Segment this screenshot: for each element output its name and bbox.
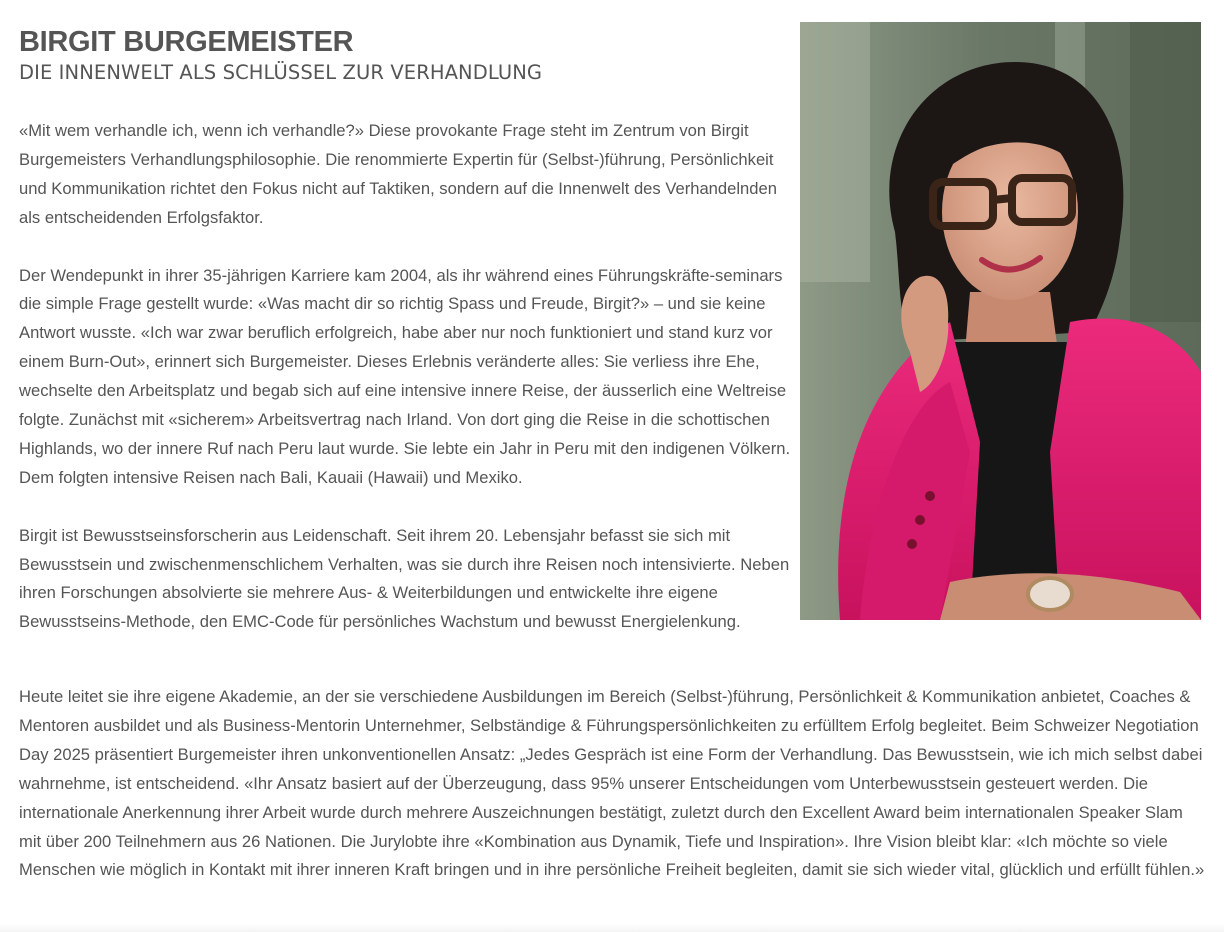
portrait-illustration	[800, 22, 1201, 620]
article-paragraph-academy: Heute leitet sie ihre eigene Akademie, an der sie verschiedene Ausbildungen im Bereich (Selbst-)führung, Persönlichkeit & Kommunikation anbietet, Coaches & Mentoren ausbildet und als Business-Mentorin Unternehmer, Selbständige & Führungspersönlichkeiten zu erfülltem Erfolg begleitet. Beim Schweizer Negotiation Day 2025 präsentiert Burgemeister ihren unkonventionellen Ansatz: „Jedes Gespräch ist eine Form der Verhandlung. Das Bewusstsein, wie ich mich selbst dabei wahrnehme, ist entscheidend. «Ihr Ansatz basiert auf der Überzeugung, dass 95% unserer Entscheidungen vom Unterbewusstsein gesteuert werden. Die internationale Anerkennung ihrer Arbeit wurde durch mehrere Auszeichnungen bestätigt, zuletzt durch den Excellent Award beim internationalen Speaker Slam mit über 200 Teilnehmern aus 26 Nationen. Die Jurylobte ihre «Kombination aus Dynamik, Tiefe und Inspiration». Ihre Vision bleibt klar: «Ich möchte so viele Menschen wie möglich in Kontakt mit ihrer inneren Kraft bringen und in ihre persönliche Freiheit begleiten, damit sie sich wieder vital, glücklich und erfüllt fühlen.»	[19, 687, 1205, 880]
article-paragraph-turning-point: Der Wendepunkt in ihrer 35-jährigen Karriere kam 2004, als ihr während eines Führungskräfte-seminars die simple Frage gestellt wurde: «Was macht dir so richtig Spass und Freude, Birgit?» – und sie keine Antwort wusste. «Ich war zwar beruflich erfolgreich, habe aber nur noch funktioniert und stand kurz vor einem Burn-Out», erinnert sich Burgemeister. Dieses Erlebnis veränderte alles: Sie verliess ihre Ehe, wechselte den Arbeitsplatz und begab sich auf eine intensive innere Reise, der äusserlich eine Weltreise folgte. Zunächst mit «sicherem» Arbeitsvertrag nach Irland. Von dort ging die Reise in die schottischen Highlands, wo der innere Ruf nach Peru laut wurde. Sie lebte ein Jahr in Peru mit den indigenen Völkern. Dem folgten intensive Reisen nach Bali, Kauaii (Hawaii) und Mexiko.	[19, 265, 791, 487]
article-text-column	[19, 117, 795, 637]
article-paragraph-intro: «Mit wem verhandle ich, wenn ich verhandle?» Diese provokante Frage steht im Zentrum von Birgit Burgemeisters Verhandlungsphilosophie. Die renommierte Expertin für (Selbst-)führung, Persönlichkeit und Kommunikation richtet den Fokus nicht auf Taktiken, sondern auf die Innenwelt des Verhandelnden als entscheidenden Erfolgsfaktor.	[19, 121, 777, 227]
bottom-edge-fade	[0, 924, 1224, 932]
article-subtitle: DIE INNENWELT ALS SCHLÜSSEL ZUR VERHANDLUNG	[19, 61, 543, 84]
article-paragraph-consciousness: Birgit ist Bewusstseinsforscherin aus Leidenschaft. Seit ihrem 20. Lebensjahr befasst sie sich mit Bewusstsein und zwischenmenschlichem Verhalten, was sie durch ihre Reisen noch intensivierte. Neben ihren Forschungen absolvierte sie mehrere Aus- & Weiterbildungen und entwickelte ihre eigene Bewusstseins-Methode, den EMC-Code für persönliches Wachstum und bewusst Energielenkung.	[19, 525, 790, 632]
speaker-portrait-photo	[800, 22, 1201, 620]
speaker-name: BIRGIT BURGEMEISTER	[19, 26, 354, 58]
